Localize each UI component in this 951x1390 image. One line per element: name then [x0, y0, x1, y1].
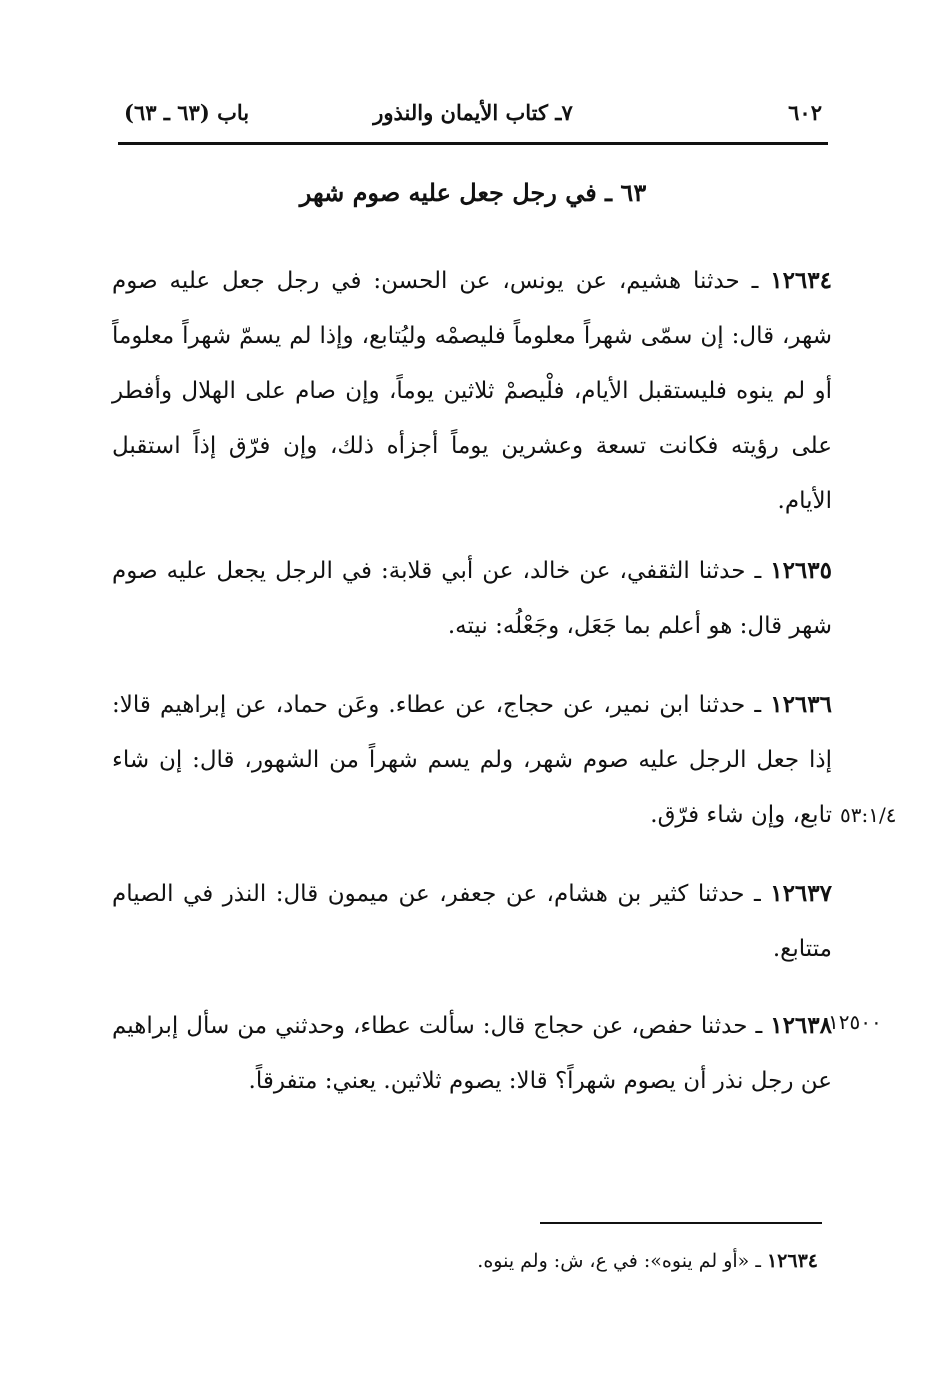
- hadith-paragraph: [112, 998, 832, 1109]
- hadith-number: ١٢٦٣٧: [770, 880, 832, 907]
- hadith-text: ـ حدثنا هشيم، عن يونس، عن الحسن: في رجل جعل عليه صوم شهر، قال: إن سمّى شهراً معلوماً فليصمْه وليُتابع، وإذا لم يسمّ شهراً معلوماً أو لم ينوه فليستقبل الأيام، فلْيصمْ ثلاثين يوماً، وإن صام على الهلال وأفطر على رؤيته فكانت تسعة وعشرين يوماً أجزأه ذلك، وإن فرّق إذاً استقبل الأيام.: [112, 268, 832, 514]
- hadith-text: ـ حدثنا ابن نمير، عن حجاج، عن عطاء. وعَن حماد، عن إبراهيم قالا: إذا جعل الرجل عليه صوم شهر، ولم يسم شهراً من الشهور، قال: إن شاء تابع، وإن شاء فرّق.: [112, 692, 832, 828]
- hadith-paragraph: [112, 253, 832, 529]
- hadith-number: ١٢٦٣٦: [770, 691, 832, 718]
- margin-volume-reference: ٥٣:١/٤: [840, 803, 897, 827]
- margin-hadith-index: ١٢٥٠٠: [828, 1010, 882, 1034]
- hadith-number: ١٢٦٣٤: [770, 267, 832, 294]
- hadith-text: ـ حدثنا الثقفي، عن خالد، عن أبي قلابة: في الرجل يجعل عليه صوم شهر قال: هو أعلم بما جَعَل، وجَعْلُه: نيته.: [112, 558, 832, 639]
- hadith-paragraph: [112, 543, 832, 654]
- hadith-paragraph: [112, 677, 832, 843]
- hadith-text: ـ حدثنا كثير بن هشام، عن جعفر، عن ميمون قال: النذر في الصيام متتابع.: [112, 881, 832, 962]
- footnote: [118, 1246, 818, 1276]
- running-header: [118, 96, 828, 132]
- book-title: ٧ـ كتاب الأيمان والنذور: [373, 100, 573, 125]
- footnote-text: ـ «أو لم ينوه»: في ع، ش: ولم ينوه.: [477, 1250, 767, 1272]
- footnote-rule: [540, 1222, 822, 1224]
- hadith-number: ١٢٦٣٥: [770, 557, 832, 584]
- bab-range: باب (٦٣ ـ ٦٣): [124, 100, 250, 125]
- hadith-number: ١٢٦٣٨: [770, 1012, 832, 1039]
- chapter-title: ٦٣ ـ في رجل جعل عليه صوم شهر: [299, 178, 647, 207]
- header-rule: [118, 142, 828, 145]
- hadith-paragraph: [112, 866, 832, 977]
- page-number: ٦٠٢: [788, 100, 822, 125]
- hadith-text: ـ حدثنا حفص، عن حجاج قال: سألت عطاء، وحدثني من سأل إبراهيم عن رجل نذر أن يصوم شهراً؟ قالا: يصوم ثلاثين. يعني: متفرقاً.: [112, 1013, 832, 1094]
- footnote-number: ١٢٦٣٤: [766, 1250, 818, 1272]
